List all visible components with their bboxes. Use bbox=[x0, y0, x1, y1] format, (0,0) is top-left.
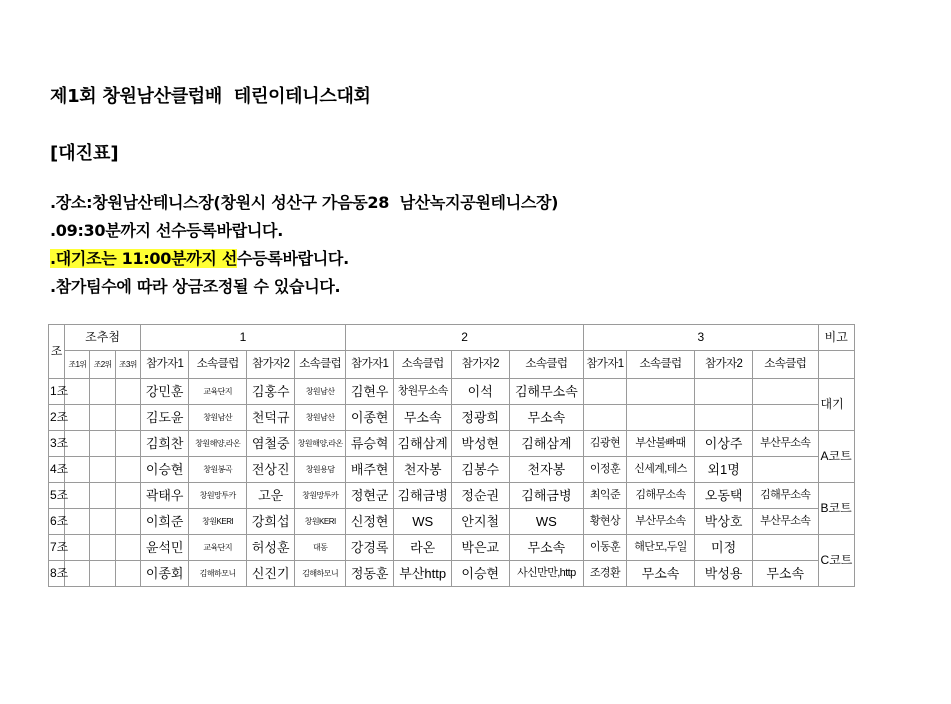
player-cell: 곽태우 bbox=[140, 483, 188, 509]
rank-cell bbox=[115, 405, 140, 431]
club-cell: WS bbox=[394, 509, 452, 535]
player-cell: 이승현 bbox=[451, 561, 509, 587]
club-cell bbox=[626, 405, 695, 431]
club-cell: 창원KERI bbox=[295, 509, 346, 535]
player-cell: 이상주 bbox=[695, 431, 753, 457]
table-row bbox=[49, 483, 855, 509]
group-cell: 1조 bbox=[49, 379, 65, 405]
club-cell: 창원남산 bbox=[189, 405, 247, 431]
group-cell: 6조 bbox=[49, 509, 65, 535]
player-cell: 박상호 bbox=[695, 509, 753, 535]
rank-cell bbox=[115, 483, 140, 509]
header-row-1 bbox=[49, 325, 855, 351]
venue-notice: .장소:창원남산테니스장(창원시 성산구 가음동28 남산녹지공원테니스장) bbox=[50, 193, 559, 212]
player-cell: 허성훈 bbox=[246, 535, 294, 561]
club-cell: 김해하모니 bbox=[295, 561, 346, 587]
rank-cell bbox=[115, 457, 140, 483]
group-cell: 3조 bbox=[49, 431, 65, 457]
player-cell: 미정 bbox=[695, 535, 753, 561]
player-cell: 최익준 bbox=[584, 483, 626, 509]
table-row bbox=[49, 379, 855, 405]
player-cell: 강민훈 bbox=[140, 379, 188, 405]
prize-notice: .참가팀수에 따라 상금조정될 수 있습니다. bbox=[50, 277, 341, 296]
club-cell: 무소속 bbox=[752, 561, 818, 587]
table-row bbox=[49, 457, 855, 483]
player-cell: 강희섭 bbox=[246, 509, 294, 535]
club2-header: 소속클럽 bbox=[295, 351, 346, 379]
group-cell: 8조 bbox=[49, 561, 65, 587]
rank-cell bbox=[90, 405, 115, 431]
player-cell: 류승혁 bbox=[345, 431, 393, 457]
player-cell: 정순권 bbox=[451, 483, 509, 509]
player-cell: 박성현 bbox=[451, 431, 509, 457]
rank-cell bbox=[90, 535, 115, 561]
standby-notice bbox=[50, 246, 349, 269]
round1-header: 1 bbox=[140, 325, 345, 351]
rank-cell bbox=[115, 431, 140, 457]
player-cell: 안지철 bbox=[451, 509, 509, 535]
club-cell: 창원해양,라온 bbox=[189, 431, 247, 457]
player-cell: 김광현 bbox=[584, 431, 626, 457]
club-cell: 천자봉 bbox=[394, 457, 452, 483]
player-cell: 정동훈 bbox=[345, 561, 393, 587]
club-cell: 창원봉곡 bbox=[189, 457, 247, 483]
club1-header: 소속클럽 bbox=[189, 351, 247, 379]
player-cell: 김현우 bbox=[345, 379, 393, 405]
page-title: 제1회 창원남산클럽배 테린이테니스대회 bbox=[50, 86, 371, 107]
player-cell: 황현상 bbox=[584, 509, 626, 535]
header-row-2 bbox=[49, 351, 855, 379]
rank-cell bbox=[115, 561, 140, 587]
club-cell: 무소속 bbox=[626, 561, 695, 587]
player2-header: 참가자2 bbox=[695, 351, 753, 379]
note-cell: C코트 bbox=[818, 535, 854, 587]
club-cell bbox=[752, 535, 818, 561]
draw-header: 조추첨 bbox=[65, 325, 141, 351]
rank-cell bbox=[65, 509, 90, 535]
club-cell: 신세계,테스 bbox=[626, 457, 695, 483]
note-cell-empty bbox=[818, 351, 854, 379]
club-cell: 김해삼계 bbox=[394, 431, 452, 457]
note-cell: 대기 bbox=[818, 379, 854, 431]
club-cell: 창원망투카 bbox=[189, 483, 247, 509]
bracket-table bbox=[48, 324, 855, 587]
rank-cell bbox=[90, 561, 115, 587]
rank-cell bbox=[65, 561, 90, 587]
club-cell: 사신만만,http bbox=[509, 561, 584, 587]
group-cell: 4조 bbox=[49, 457, 65, 483]
bracket-heading: [대진표] bbox=[50, 143, 119, 164]
rank-cell bbox=[65, 405, 90, 431]
note-cell: B코트 bbox=[818, 483, 854, 535]
rank-cell bbox=[90, 509, 115, 535]
player2-header: 참가자2 bbox=[246, 351, 294, 379]
player-cell: 천덕규 bbox=[246, 405, 294, 431]
group-header: 조 bbox=[49, 325, 65, 379]
table-row bbox=[49, 405, 855, 431]
rank-cell bbox=[90, 483, 115, 509]
club-cell: 해단모,두일 bbox=[626, 535, 695, 561]
player-cell: 외1명 bbox=[695, 457, 753, 483]
rank-cell bbox=[115, 535, 140, 561]
club2-header: 소속클럽 bbox=[752, 351, 818, 379]
group-cell: 5조 bbox=[49, 483, 65, 509]
club-cell: 김해무소속 bbox=[509, 379, 584, 405]
club-cell: 김해하모니 bbox=[189, 561, 247, 587]
table-row bbox=[49, 431, 855, 457]
club-cell: 김해무소속 bbox=[752, 483, 818, 509]
player-cell bbox=[695, 379, 753, 405]
player-cell bbox=[695, 405, 753, 431]
club-cell: 천자봉 bbox=[509, 457, 584, 483]
club-cell: 무소속 bbox=[509, 535, 584, 561]
rank-cell bbox=[90, 431, 115, 457]
club-cell: 창원남산 bbox=[295, 379, 346, 405]
club-cell bbox=[752, 405, 818, 431]
player-cell: 염철중 bbox=[246, 431, 294, 457]
club-cell: 부산무소속 bbox=[752, 431, 818, 457]
rank-cell bbox=[90, 457, 115, 483]
player-cell: 정현군 bbox=[345, 483, 393, 509]
club-cell: 부산무소속 bbox=[752, 509, 818, 535]
club-cell bbox=[752, 457, 818, 483]
player-cell: 김홍수 bbox=[246, 379, 294, 405]
player-cell: 김희찬 bbox=[140, 431, 188, 457]
club-cell: 라온 bbox=[394, 535, 452, 561]
player-cell: 정광희 bbox=[451, 405, 509, 431]
player-cell: 배주현 bbox=[345, 457, 393, 483]
club2-header: 소속클럽 bbox=[509, 351, 584, 379]
rank-cell bbox=[115, 379, 140, 405]
group-cell: 7조 bbox=[49, 535, 65, 561]
group-cell: 2조 bbox=[49, 405, 65, 431]
table-row bbox=[49, 561, 855, 587]
player-cell: 조경환 bbox=[584, 561, 626, 587]
round3-header: 3 bbox=[584, 325, 818, 351]
player-cell bbox=[584, 379, 626, 405]
player1-header: 참가자1 bbox=[584, 351, 626, 379]
player-cell: 신진기 bbox=[246, 561, 294, 587]
player1-header: 참가자1 bbox=[345, 351, 393, 379]
rank-cell bbox=[90, 379, 115, 405]
player-cell: 전상진 bbox=[246, 457, 294, 483]
player-cell: 신정현 bbox=[345, 509, 393, 535]
rank-cell bbox=[65, 431, 90, 457]
player-cell: 이석 bbox=[451, 379, 509, 405]
club-cell: 교육단지 bbox=[189, 379, 247, 405]
table-row bbox=[49, 535, 855, 561]
registration-notice: .09:30분까지 선수등록바랍니다. bbox=[50, 221, 283, 240]
club1-header: 소속클럽 bbox=[626, 351, 695, 379]
round2-header: 2 bbox=[345, 325, 583, 351]
rank2-header: 조2위 bbox=[90, 351, 115, 379]
rank1-header: 조1위 bbox=[65, 351, 90, 379]
player-cell bbox=[584, 405, 626, 431]
player-cell: 오동택 bbox=[695, 483, 753, 509]
standby-notice-rest: 수등록바랍니다. bbox=[237, 249, 349, 268]
club-cell: 부산무소속 bbox=[626, 509, 695, 535]
club-cell: 김해삼계 bbox=[509, 431, 584, 457]
player-cell: 이동훈 bbox=[584, 535, 626, 561]
rank-cell bbox=[65, 535, 90, 561]
club-cell: 교육단지 bbox=[189, 535, 247, 561]
player2-header: 참가자2 bbox=[451, 351, 509, 379]
player-cell: 이승현 bbox=[140, 457, 188, 483]
club-cell: 대동 bbox=[295, 535, 346, 561]
club-cell: 김해금병 bbox=[509, 483, 584, 509]
player-cell: 김봉수 bbox=[451, 457, 509, 483]
rank-cell bbox=[115, 509, 140, 535]
player-cell: 김도윤 bbox=[140, 405, 188, 431]
club-cell: 창원용담 bbox=[295, 457, 346, 483]
club-cell: 부산http bbox=[394, 561, 452, 587]
note-header: 비고 bbox=[818, 325, 854, 351]
player1-header: 참가자1 bbox=[140, 351, 188, 379]
standby-notice-highlight: .대기조는 11:00분까지 선 bbox=[50, 249, 237, 268]
rank-cell bbox=[65, 457, 90, 483]
rank-cell bbox=[65, 483, 90, 509]
club-cell: 창원해양,라온 bbox=[295, 431, 346, 457]
club-cell: WS bbox=[509, 509, 584, 535]
club-cell: 김해금병 bbox=[394, 483, 452, 509]
club-cell: 김해무소속 bbox=[626, 483, 695, 509]
club-cell bbox=[752, 379, 818, 405]
player-cell: 강경록 bbox=[345, 535, 393, 561]
club-cell: 무소속 bbox=[394, 405, 452, 431]
club-cell bbox=[626, 379, 695, 405]
player-cell: 이정훈 bbox=[584, 457, 626, 483]
note-cell: A코트 bbox=[818, 431, 854, 483]
rank3-header: 조3위 bbox=[115, 351, 140, 379]
club-cell: 창원남산 bbox=[295, 405, 346, 431]
player-cell: 박성용 bbox=[695, 561, 753, 587]
player-cell: 박은교 bbox=[451, 535, 509, 561]
player-cell: 고운 bbox=[246, 483, 294, 509]
club-cell: 창원KERI bbox=[189, 509, 247, 535]
player-cell: 윤석민 bbox=[140, 535, 188, 561]
player-cell: 이희준 bbox=[140, 509, 188, 535]
rank-cell bbox=[65, 379, 90, 405]
player-cell: 이종회 bbox=[140, 561, 188, 587]
club-cell: 창원망투카 bbox=[295, 483, 346, 509]
player-cell: 이종현 bbox=[345, 405, 393, 431]
club-cell: 부산불빠때 bbox=[626, 431, 695, 457]
club-cell: 창원무소속 bbox=[394, 379, 452, 405]
club-cell: 무소속 bbox=[509, 405, 584, 431]
club1-header: 소속클럽 bbox=[394, 351, 452, 379]
table-row bbox=[49, 509, 855, 535]
